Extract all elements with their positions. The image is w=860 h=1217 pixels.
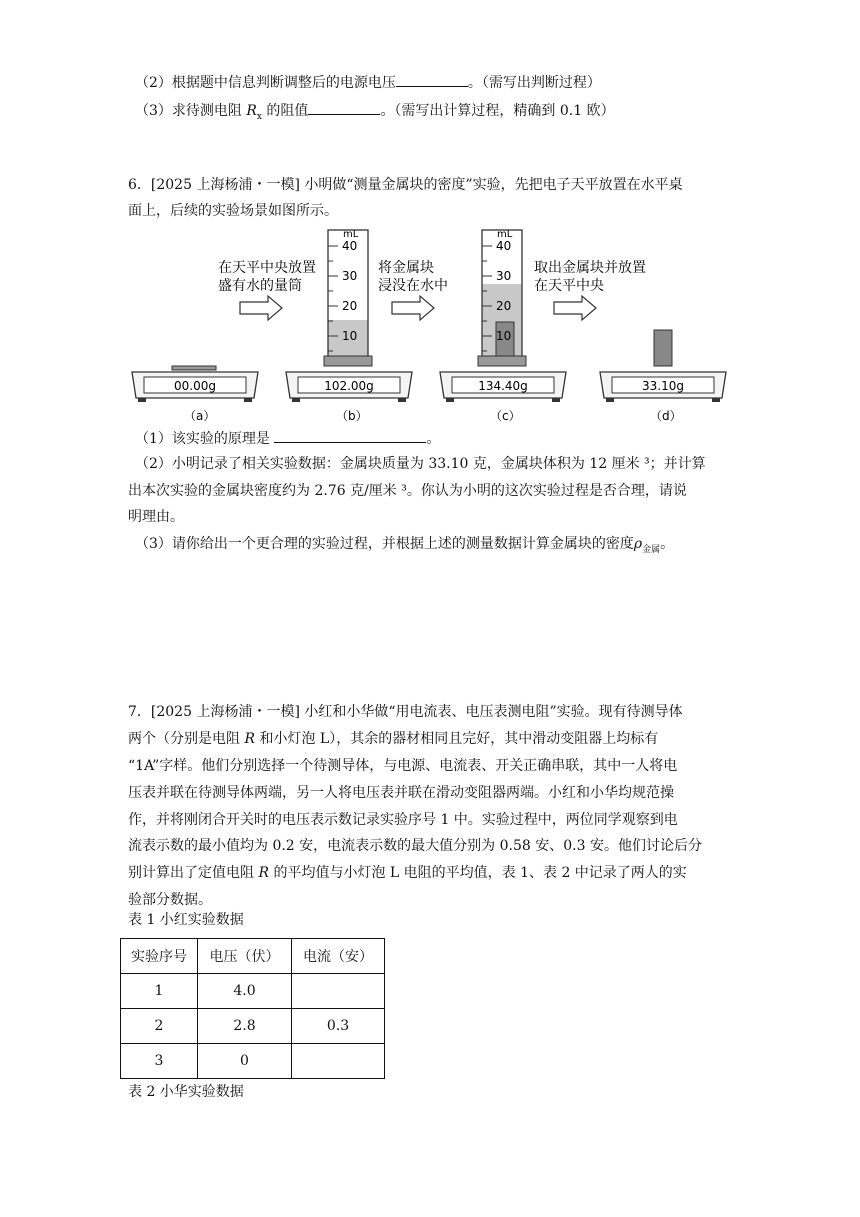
p7-l2 bbox=[128, 729, 658, 749]
label-d: （d） bbox=[650, 409, 682, 423]
q3-post: 。（需写出计算过程，精确到 0.1 欧） bbox=[380, 103, 615, 119]
p6-line2: 面上，后续的实验场景如图所示。 bbox=[128, 203, 338, 219]
p7-l4: 压表并联在待测导体两端，另一人将电压表并联在滑动变阻器两端。小红和小华均规范操 bbox=[128, 785, 674, 801]
step3-text-a: 取出金属块并放置 bbox=[534, 260, 646, 276]
table-cell: 0.3 bbox=[292, 1009, 385, 1044]
cyl-c-tick: 40 bbox=[496, 239, 512, 253]
label-a: （a） bbox=[184, 409, 216, 423]
cyl-c-tick: 20 bbox=[496, 299, 512, 313]
p7-l1: 7．[2025 上海杨浦・一模] 小红和小华做“用电流表、电压表测电阻”实验。现有待测导体 bbox=[128, 704, 683, 720]
p6-s1-end: 。 bbox=[426, 431, 441, 447]
arrow-1-icon bbox=[240, 296, 282, 320]
p7-l2b: 和小灯泡 L），其余的器材相同且完好，其中滑动变阻器上均标有 bbox=[255, 731, 659, 747]
q3-mid: 的阻值 bbox=[261, 103, 309, 119]
step2-text-a: 将金属块 bbox=[378, 260, 434, 276]
table-cell: 2 bbox=[121, 1009, 198, 1044]
cyl-b-unit: mL bbox=[343, 229, 359, 240]
p6-s1-line bbox=[135, 428, 440, 449]
q3-answer-blank[interactable] bbox=[308, 100, 380, 115]
table-row bbox=[121, 974, 385, 1009]
q3-sub: x bbox=[256, 111, 262, 122]
p7-l2a: 两个（分别是电阻 bbox=[128, 731, 245, 747]
table-cell: 0 bbox=[198, 1044, 292, 1079]
table-cell: 3 bbox=[121, 1044, 198, 1079]
q3-var: R bbox=[246, 103, 257, 119]
table-cell: 1 bbox=[121, 974, 198, 1009]
rho-symbol: ρ bbox=[633, 536, 643, 552]
reading-c: 134.40g bbox=[478, 379, 528, 393]
table1 bbox=[120, 938, 385, 1079]
p7-l6: 流表示数的最小值均为 0.2 安，电流表示数的最大值分别为 0.58 安、0.3 安。他们讨论后分 bbox=[128, 838, 702, 854]
p6-s1: （1）该实验的原理是 bbox=[135, 431, 275, 447]
step3-text-b: 在天平中央 bbox=[534, 278, 604, 294]
cyl-b-tick: 30 bbox=[342, 269, 358, 283]
cyl-b-tick: 20 bbox=[342, 299, 358, 313]
metal-block-d bbox=[654, 330, 672, 366]
p6-s2-l1: （2）小明记录了相关实验数据：金属块质量为 33.10 克，金属块体积为 12 厘米 ³；并计算 bbox=[135, 456, 706, 472]
step2-text-b: 浸没在水中 bbox=[378, 278, 448, 294]
table-header: 实验序号 bbox=[121, 939, 198, 974]
q3-line bbox=[135, 100, 615, 127]
arrow-2-icon bbox=[392, 296, 434, 320]
label-b: （b） bbox=[336, 409, 368, 423]
table-header: 电压（伏） bbox=[198, 939, 292, 974]
cyl-c-unit: mL bbox=[497, 229, 513, 240]
table-cell: 4.0 bbox=[198, 974, 292, 1009]
cyl-b-tick: 10 bbox=[342, 329, 358, 343]
p6-s3: （3）请你给出一个更合理的实验过程，并根据上述的测量数据计算金属块的密度 bbox=[135, 536, 634, 552]
experiment-figure bbox=[128, 224, 748, 430]
q3-pre: （3）求待测电阻 bbox=[135, 103, 247, 119]
table-header-row bbox=[121, 939, 385, 974]
p6-s2-l2: 出本次实验的金属块密度约为 2.76 克/厘米 ³。你认为小明的这次实验过程是否合理，请说 bbox=[128, 483, 687, 499]
p7-l3: “1A”字样。他们分别选择一个待测导体，与电源、电流表、开关正确串联，其中一人将电 bbox=[128, 758, 678, 774]
step1-text-b: 盛有水的量筒 bbox=[218, 278, 302, 294]
q2-pre: （2）根据题中信息判断调整后的电源电压 bbox=[135, 75, 396, 91]
reading-d: 33.10g bbox=[642, 379, 684, 393]
table-cell: 2.8 bbox=[198, 1009, 292, 1044]
p7-l7 bbox=[128, 863, 687, 883]
table1-caption: 表 1 小红实验数据 bbox=[128, 912, 244, 928]
pan-a bbox=[172, 366, 216, 370]
p6-s3-end: 。 bbox=[660, 536, 675, 552]
p6-s1-blank[interactable] bbox=[274, 428, 426, 443]
label-c: （c） bbox=[490, 409, 521, 423]
table-cell bbox=[292, 974, 385, 1009]
table-row bbox=[121, 1009, 385, 1044]
p7-l7b: 的平均值与小灯泡 L 电阻的平均值，表 1、表 2 中记录了两人的实 bbox=[269, 865, 687, 881]
reading-b: 102.00g bbox=[324, 379, 374, 393]
cyl-c-tick: 10 bbox=[496, 329, 512, 343]
table-header: 电流（安） bbox=[292, 939, 385, 974]
cylinder-b bbox=[324, 229, 372, 366]
p7-l8: 验部分数据。 bbox=[128, 892, 212, 908]
p7-l7a: 别计算出了定值电阻 bbox=[128, 865, 259, 881]
p6-s2-l3: 明理由。 bbox=[128, 509, 184, 525]
p6-s3-line bbox=[135, 534, 674, 560]
p6-line1: 6．[2025 上海杨浦・一模] 小明做“测量金属块的密度”实验，先把电子天平放置在水平桌 bbox=[128, 177, 683, 193]
table-cell bbox=[292, 1044, 385, 1079]
p7-l7-var: R bbox=[258, 865, 269, 881]
p7-l2-var: R bbox=[244, 731, 255, 747]
reading-a: 00.00g bbox=[174, 379, 216, 393]
cyl-b-tick: 40 bbox=[342, 239, 358, 253]
step1-text-a: 在天平中央放置 bbox=[218, 260, 316, 276]
q2-answer-blank[interactable] bbox=[396, 72, 468, 87]
cyl-c-tick: 30 bbox=[496, 269, 512, 283]
arrow-3-icon bbox=[554, 296, 596, 320]
cylinder-c bbox=[478, 229, 526, 366]
p7-l5: 作，并将刚闭合开关时的电压表示数记录实验序号 1 中。实验过程中，两位同学观察到电 bbox=[128, 812, 678, 828]
q2-post: 。（需写出判断过程） bbox=[467, 75, 601, 91]
rho-sub: 金属 bbox=[642, 544, 661, 555]
table-row bbox=[121, 1044, 385, 1079]
table2-caption: 表 2 小华实验数据 bbox=[128, 1084, 244, 1100]
q2-line bbox=[135, 72, 601, 93]
